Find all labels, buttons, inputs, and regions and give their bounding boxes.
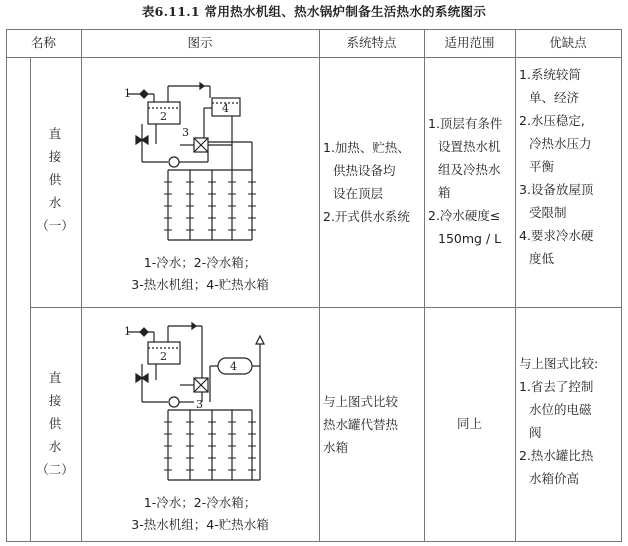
features-line: 1.加热、贮热、 xyxy=(323,140,410,155)
pros-line: 4.要求冷水硬 xyxy=(519,228,594,243)
table-border-right xyxy=(621,29,622,542)
diagram-label-1: 1 xyxy=(124,325,131,338)
header-features: 系统特点 xyxy=(346,35,397,50)
header-pros-cons: 优缺点 xyxy=(549,35,587,50)
col-divider-3 xyxy=(424,29,425,542)
row2-system-diagram xyxy=(120,320,280,510)
row2-caption xyxy=(80,492,320,536)
diagram-label-3: 3 xyxy=(182,126,189,139)
name-char: 供 xyxy=(48,416,62,431)
row1-scope xyxy=(428,112,516,250)
name-char: 水 xyxy=(48,439,62,454)
row2-name xyxy=(35,366,75,481)
header-divider xyxy=(6,57,622,58)
row1-pros-cons xyxy=(519,63,621,270)
pros-line: 阀 xyxy=(529,425,542,440)
pros-line: 度低 xyxy=(529,251,555,266)
row1-name xyxy=(35,122,75,237)
pros-line: 1.系统较简 xyxy=(519,67,581,82)
row2-scope xyxy=(424,412,515,435)
scope-line: 组及冷热水 xyxy=(438,162,501,177)
pros-line: 单、经济 xyxy=(529,90,580,105)
pros-line: 平衡 xyxy=(529,159,555,174)
scope-line: 2.冷水硬度≤ xyxy=(428,208,501,223)
caption-line: 3-热水机组；4-贮热水箱 xyxy=(131,517,269,532)
pros-line: 水位的电磁 xyxy=(529,402,592,417)
pros-line: 与上图式比较: xyxy=(519,356,599,371)
diagram-label-2: 2 xyxy=(160,350,167,363)
pros-line: 2.热水罐比热 xyxy=(519,448,594,463)
header-scope: 适用范围 xyxy=(444,35,495,50)
scope-line: 1.顶层有条件 xyxy=(428,116,503,131)
pros-line: 水箱价高 xyxy=(529,471,580,486)
diagram-label-4: 4 xyxy=(222,102,229,115)
col-divider-4 xyxy=(515,29,516,542)
scope-line: 150mg / L xyxy=(438,231,502,246)
diagram-label-1: 1 xyxy=(124,87,131,100)
pros-line: 受限制 xyxy=(529,205,567,220)
diagram-label-2: 2 xyxy=(160,110,167,123)
diagram-label-3: 3 xyxy=(196,398,203,411)
header-diagram: 图示 xyxy=(187,35,213,50)
features-line: 设在顶层 xyxy=(333,186,384,201)
row1-system-diagram xyxy=(120,80,280,280)
name-char: 接 xyxy=(48,393,62,408)
name-char: 直 xyxy=(48,126,62,141)
table-border-bottom xyxy=(6,541,622,542)
row2-pros-cons xyxy=(519,352,621,490)
name-char: 供 xyxy=(48,172,62,187)
features-line: 与上图式比较 xyxy=(323,394,399,409)
row-divider xyxy=(30,307,622,308)
caption-line: 1-冷水；2-冷水箱； xyxy=(143,495,257,510)
row1-features xyxy=(323,136,423,228)
features-line: 2.开式供水系统 xyxy=(323,209,410,224)
features-line: 供热设备均 xyxy=(333,163,396,178)
name-char: （一） xyxy=(36,218,74,233)
table-border-left xyxy=(6,29,7,542)
features-line: 热水罐代替热 xyxy=(323,417,399,432)
name-char: 直 xyxy=(48,370,62,385)
caption-line: 1-冷水；2-冷水箱； xyxy=(143,255,257,270)
header-name: 名称 xyxy=(30,35,56,50)
name-char: 接 xyxy=(48,149,62,164)
features-line: 水箱 xyxy=(323,440,349,455)
table-title: 表6.11.1 常用热水机组、热水锅炉制备生活热水的系统图示 xyxy=(141,4,487,19)
pros-line: 2.水压稳定, xyxy=(519,113,585,128)
pros-line: 3.设备放屋顶 xyxy=(519,182,594,197)
diagram-label-4: 4 xyxy=(230,360,237,373)
name-char: （二） xyxy=(36,462,74,477)
name-col-inner xyxy=(30,57,31,542)
scope-line: 同上 xyxy=(456,416,482,431)
scope-line: 箱 xyxy=(438,185,451,200)
pros-line: 冷热水压力 xyxy=(529,136,592,151)
row1-caption xyxy=(80,252,320,296)
name-char: 水 xyxy=(48,195,62,210)
scope-line: 设置热水机 xyxy=(438,139,501,154)
caption-line: 3-热水机组；4-贮热水箱 xyxy=(131,277,269,292)
pros-line: 1.省去了控制 xyxy=(519,379,594,394)
row2-features xyxy=(323,390,423,459)
